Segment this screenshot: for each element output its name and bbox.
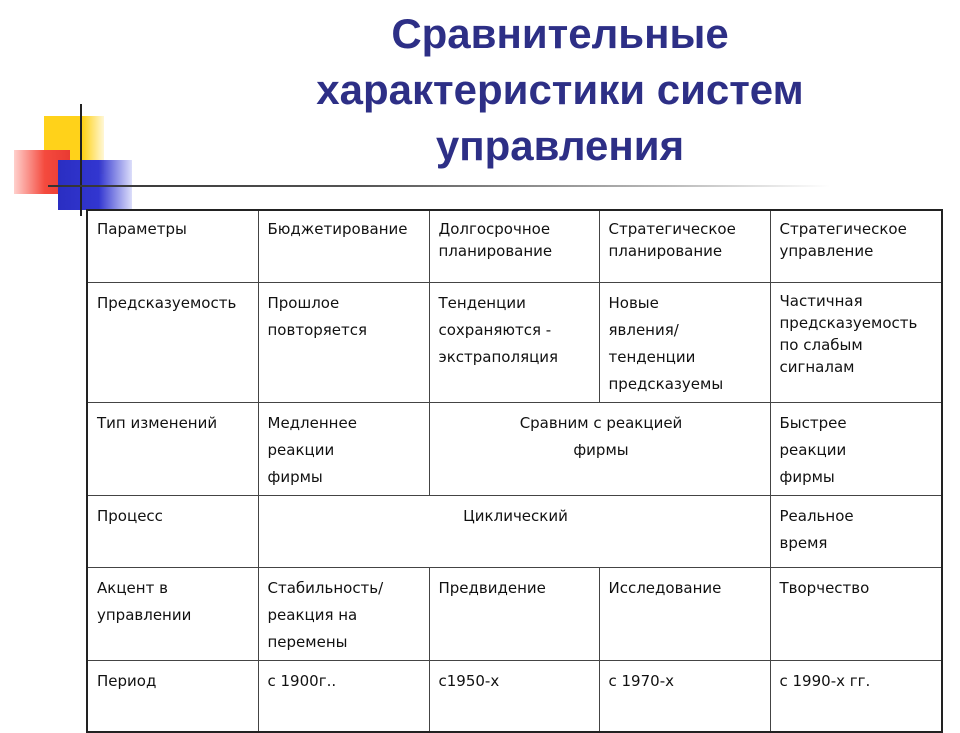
- table-row-process: [87, 495, 942, 567]
- header-cell: Стратегическое планирование: [599, 210, 770, 282]
- table-cell: Предвидение: [429, 567, 599, 660]
- title-line-2: характеристики систем: [316, 66, 804, 113]
- table-cell: Тенденции сохраняются - экстраполяция: [429, 282, 599, 402]
- title-line-1: Сравнительные: [391, 10, 729, 57]
- table-row-change-type: [87, 402, 942, 495]
- table-row-predictability: [87, 282, 942, 402]
- header-cell: Долгосрочное планирование: [429, 210, 599, 282]
- comparison-table: [86, 209, 943, 733]
- slide-title: [200, 6, 920, 174]
- table-cell: Быстрее реакции фирмы: [770, 402, 942, 495]
- table-cell: с 1970-х: [599, 660, 770, 732]
- title-underline: [48, 185, 830, 187]
- table-cell: Тип изменений: [87, 402, 258, 495]
- table-cell: Исследование: [599, 567, 770, 660]
- table-cell: Реальное время: [770, 495, 942, 567]
- header-cell: Стратегическое управление: [770, 210, 942, 282]
- table-cell: с1950-х: [429, 660, 599, 732]
- table-cell: с 1900г..: [258, 660, 429, 732]
- table-cell: Акцент в управлении: [87, 567, 258, 660]
- table-cell-merged: Циклический: [258, 495, 770, 567]
- table-cell: Процесс: [87, 495, 258, 567]
- table-row-accent: [87, 567, 942, 660]
- table-cell: Предсказуемость: [87, 282, 258, 402]
- header-cell: Бюджетирование: [258, 210, 429, 282]
- table-cell: Стабильность/ реакция на перемены: [258, 567, 429, 660]
- title-line-3: управления: [435, 122, 685, 169]
- header-cell: Параметры: [87, 210, 258, 282]
- table-cell: Частичная предсказуемость по слабым сигналам: [770, 282, 942, 402]
- decor-vertical-line: [80, 104, 82, 216]
- table-cell: Новые явления/ тенденции предсказуемы: [599, 282, 770, 402]
- table-row-period: [87, 660, 942, 732]
- table-cell: Творчество: [770, 567, 942, 660]
- table-cell: Медленнее реакции фирмы: [258, 402, 429, 495]
- table-cell-merged: Сравним с реакцией фирмы: [429, 402, 770, 495]
- table-row-header: [87, 210, 942, 282]
- table-cell: с 1990-х гг.: [770, 660, 942, 732]
- table-cell: Прошлое повторяется: [258, 282, 429, 402]
- table-cell: Период: [87, 660, 258, 732]
